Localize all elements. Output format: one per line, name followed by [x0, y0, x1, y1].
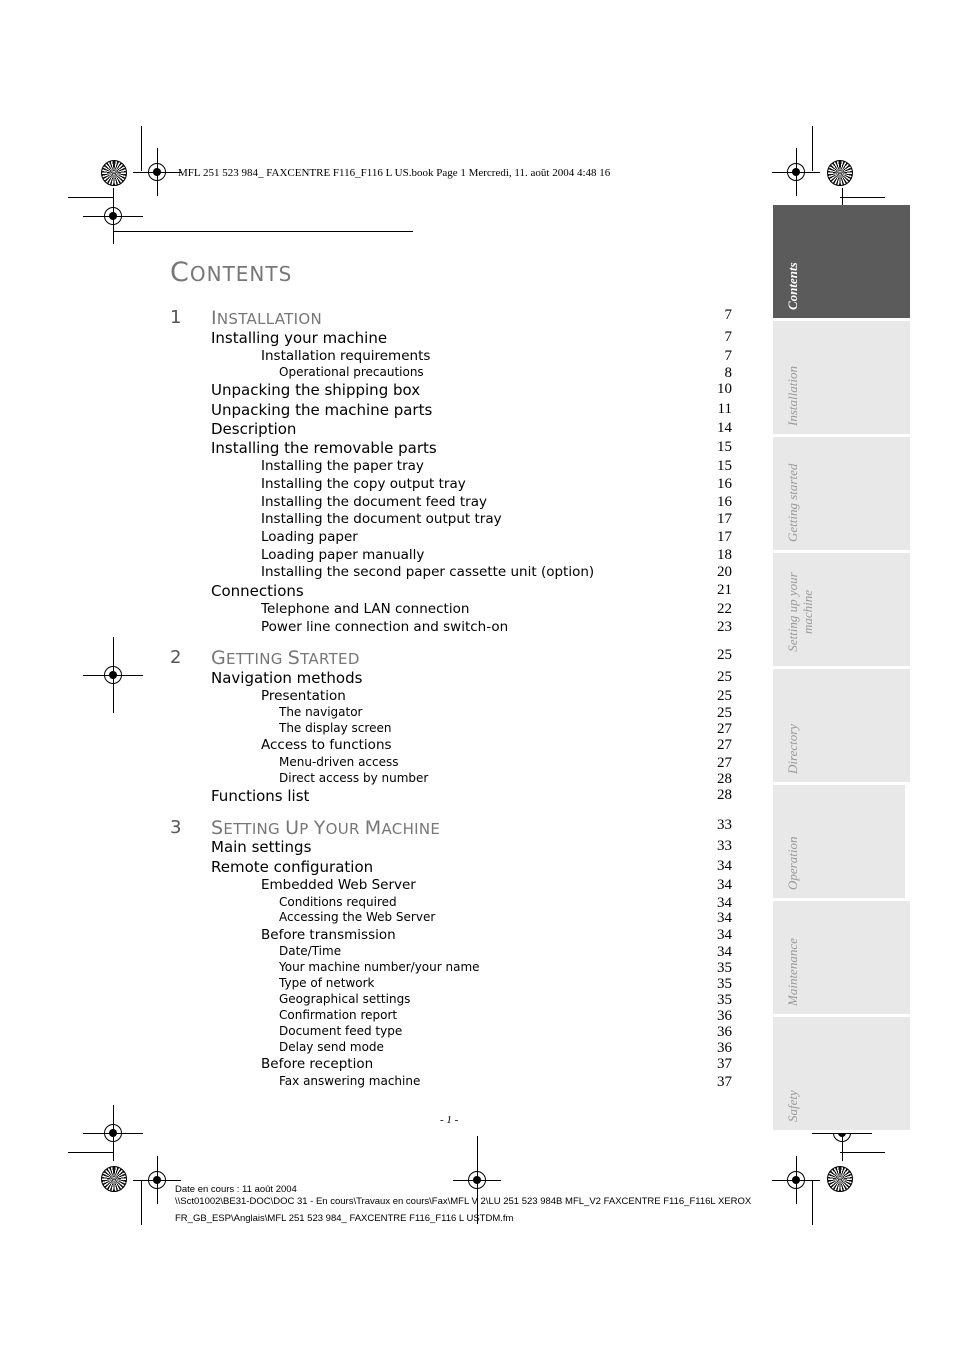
toc-page-number: 21: [717, 582, 732, 598]
crop-line: [68, 197, 113, 198]
tab-maintenance[interactable]: [773, 901, 910, 1017]
page-number: - 1 -: [440, 1114, 459, 1126]
toc-entry-label: Installing your machine: [211, 329, 388, 347]
toc-entry-label: Unpacking the machine parts: [211, 401, 433, 419]
toc-entry-label: Your machine number/your name: [279, 960, 480, 974]
toc-page-number: 33: [717, 817, 732, 833]
toc-entry-label: Delay send mode: [279, 1040, 384, 1054]
section-title-rest: P: [299, 820, 314, 838]
tab-getting-started[interactable]: [773, 437, 910, 553]
toc-entry-label: Functions list: [211, 787, 310, 805]
toc-page-number: 36: [717, 1040, 732, 1056]
toc-page-number: 10: [717, 381, 732, 397]
toc-page-number: 28: [717, 771, 732, 787]
toc-page-number: 28: [717, 787, 732, 803]
toc-entry-label: Geographical settings: [279, 992, 411, 1006]
section-title-rest: ETTING: [226, 650, 288, 668]
toc-page-number: 34: [717, 910, 732, 926]
section-title-initial: S: [211, 817, 224, 839]
toc-entry-label: Embedded Web Server: [261, 877, 416, 893]
toc-page-number: 35: [717, 992, 732, 1008]
crop-line: [812, 126, 813, 171]
toc-entry-label: Power line connection and switch-on: [261, 619, 509, 635]
tab-label: Contents: [785, 262, 800, 310]
toc-page-number: 34: [717, 944, 732, 960]
toc-page-number: 27: [717, 737, 732, 753]
toc-page-number: 33: [717, 838, 732, 854]
toc-entry-label: Description: [211, 420, 297, 438]
section-title: [211, 647, 360, 669]
footer-path: \\Sct01002\BE31-DOC\DOC 31 - En cours\Travaux en cours\Fax\MFL V 2\LU 251 523 984B MFL_V2 FAXCENTRE F116_F116L XEROX: [175, 1196, 752, 1207]
toc-entry-label: Installing the paper tray: [261, 458, 424, 474]
title-initial: C: [170, 257, 190, 288]
toc-page-number: 25: [717, 705, 732, 721]
toc-entry-label: Confirmation report: [279, 1008, 398, 1022]
tab-installation[interactable]: [773, 321, 910, 437]
footer-date: Date en cours : 11 août 2004: [175, 1184, 297, 1195]
header-meta: MFL 251 523 984_ FAXCENTRE F116_F116 L US.book Page 1 Mercredi, 11. août 2004 4:48 16: [178, 167, 611, 179]
section-title-rest: NSTALLATION: [216, 310, 322, 328]
tab-label: Installation: [785, 366, 800, 426]
section-title-rest: OUR: [325, 820, 365, 838]
toc-entry-label: Installing the document feed tray: [261, 494, 487, 510]
toc-entry-label: Document feed type: [279, 1024, 403, 1038]
toc-page-number: 36: [717, 1024, 732, 1040]
section-title: [211, 307, 322, 329]
tab-operation[interactable]: [773, 785, 905, 901]
toc-page-number: 8: [724, 365, 732, 381]
toc-entry-label: Main settings: [211, 838, 312, 856]
crop-line: [840, 1152, 885, 1153]
section-title-initial: Y: [313, 817, 326, 839]
starburst-mark: [827, 1166, 853, 1192]
toc-entry-label: Installing the second paper cassette unit (option): [261, 564, 595, 580]
toc-page-number: 14: [717, 420, 732, 436]
tab-label: Getting started: [785, 463, 800, 542]
section-title-rest: ACHINE: [381, 820, 441, 838]
toc-page-number: 34: [717, 877, 732, 893]
toc-entry-label: Fax answering machine: [279, 1074, 421, 1088]
crop-line: [840, 197, 885, 198]
toc-page-number: 35: [717, 960, 732, 976]
section-title-initial: G: [211, 647, 227, 669]
toc-entry-label: Date/Time: [279, 944, 342, 958]
section-title-initial: M: [364, 817, 382, 839]
toc-entry-label: The navigator: [279, 705, 363, 719]
tab-contents[interactable]: [773, 205, 910, 321]
tab-label: Maintenance: [785, 938, 800, 1006]
crop-line: [141, 1180, 142, 1225]
section-title-rest: ETTING: [223, 820, 286, 838]
section-title-initial: U: [285, 817, 300, 839]
toc-page-number: 25: [717, 688, 732, 704]
section-number: 3: [170, 817, 182, 838]
toc-entry-label: The display screen: [279, 721, 392, 735]
toc-page-number: 15: [717, 439, 732, 455]
toc-entry-label: Loading paper manually: [261, 547, 425, 563]
toc-page-number: 34: [717, 858, 732, 874]
toc-page-number: 15: [717, 458, 732, 474]
toc-page-number: 7: [724, 307, 732, 323]
starburst-mark: [101, 160, 127, 186]
crop-line: [812, 1180, 813, 1225]
toc-page-number: 17: [717, 511, 732, 527]
section-title-initial: S: [287, 647, 301, 669]
tab-safety[interactable]: [773, 1017, 910, 1133]
toc-page-number: 36: [717, 1008, 732, 1024]
tab-label: Directory: [785, 723, 800, 774]
crop-line: [141, 126, 142, 171]
toc-entry-label: Connections: [211, 582, 304, 600]
toc-page-number: 23: [717, 619, 732, 635]
toc-entry-label: Conditions required: [279, 895, 397, 909]
toc-entry-label: Installing the removable parts: [211, 439, 437, 457]
toc-entry-label: Unpacking the shipping box: [211, 381, 421, 399]
toc-page-number: 34: [717, 895, 732, 911]
section-number: 2: [170, 647, 182, 668]
toc-page-number: 27: [717, 755, 732, 771]
toc-entry-label: Installing the document output tray: [261, 511, 502, 527]
starburst-mark: [101, 1166, 127, 1192]
toc-page-number: 25: [717, 647, 732, 663]
tab-label: Operation: [785, 836, 800, 890]
toc-page-number: 18: [717, 547, 732, 563]
toc-entry-label: Operational precautions: [279, 365, 424, 379]
toc-entry-label: Before transmission: [261, 927, 396, 943]
toc-entry-label: Installing the copy output tray: [261, 476, 466, 492]
toc-entry-label: Telephone and LAN connection: [261, 601, 470, 617]
toc-entry-label: Before reception: [261, 1056, 374, 1072]
toc-entry-label: Navigation methods: [211, 669, 363, 687]
toc-page-number: 17: [717, 529, 732, 545]
toc-entry-label: Remote configuration: [211, 858, 374, 876]
toc-page-number: 16: [717, 494, 732, 510]
toc-entry-label: Presentation: [261, 688, 346, 704]
section-title-initial: I: [211, 307, 217, 329]
toc-page-number: 7: [724, 329, 732, 345]
toc-page-number: 7: [724, 348, 732, 364]
toc-entry-label: Installation requirements: [261, 348, 431, 364]
starburst-mark: [827, 160, 853, 186]
toc-entry-label: Access to functions: [261, 737, 392, 753]
toc-page-number: 11: [717, 401, 732, 417]
section-title: [211, 817, 440, 839]
section-title-rest: TARTED: [300, 650, 360, 668]
toc-entry-label: Accessing the Web Server: [279, 910, 436, 924]
footer-file: FR_GB_ESP\Anglais\MFL 251 523 984_ FAXCENTRE F116_F116 L USTDM.fm: [175, 1213, 514, 1224]
toc-page-number: 37: [717, 1056, 732, 1072]
toc-entry-label: Menu-driven access: [279, 755, 399, 769]
tab-label: Safety: [785, 1090, 800, 1122]
toc-entry-label: Type of network: [279, 976, 375, 990]
crop-line: [68, 1152, 113, 1153]
tab-directory[interactable]: [773, 669, 910, 785]
title-rest: ONTENTS: [189, 262, 293, 286]
toc-page-number: 20: [717, 564, 732, 580]
section-number: 1: [170, 307, 182, 328]
toc-page-number: 35: [717, 976, 732, 992]
toc-entry-label: Direct access by number: [279, 771, 429, 785]
toc-entry-label: Loading paper: [261, 529, 358, 545]
tab-setting-up-your-machine[interactable]: [773, 553, 910, 669]
toc-page-number: 27: [717, 721, 732, 737]
toc-page-number: 22: [717, 601, 732, 617]
toc-page-number: 37: [717, 1074, 732, 1090]
toc-page-number: 16: [717, 476, 732, 492]
toc-page-number: 34: [717, 927, 732, 943]
page-title: [170, 257, 292, 288]
header-rule: [113, 231, 413, 232]
tab-label: Setting up your machine: [785, 572, 815, 652]
toc-page-number: 25: [717, 669, 732, 685]
